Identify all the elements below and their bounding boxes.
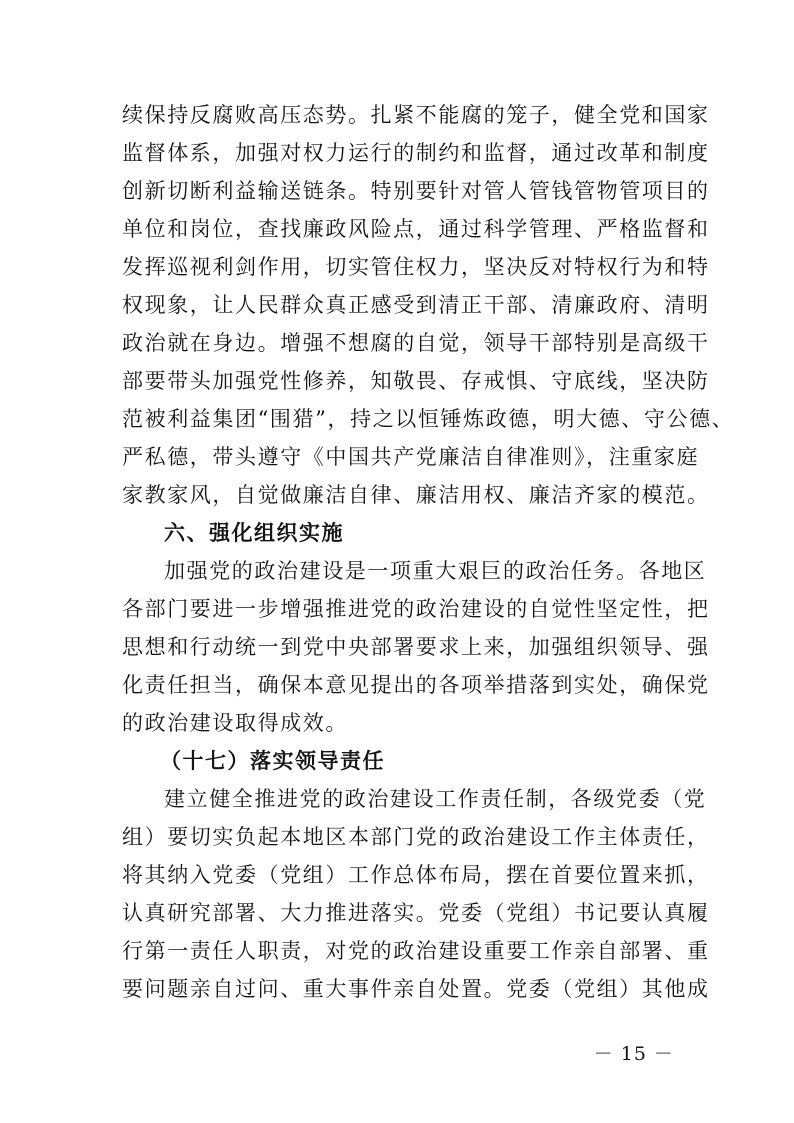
text-line: 要问题亲自过问、重大事件亲自处置。党委（党组）其他成 [122,977,710,1001]
text-line: 认真研究部署、大力推进落实。党委（党组）书记要认真履 [122,901,710,925]
text-line: 范被利益集团“围猎”，持之以恒锤炼政德，明大德、守公德、 [122,407,735,431]
text-line: 单位和岗位，查找廉政风险点，通过科学管理、严格监督和 [122,217,710,241]
text-line: 行第一责任人职责，对党的政治建设重要工作亲自部署、重 [122,939,710,963]
text-line: 发挥巡视利剑作用，切实管住权力，坚决反对特权行为和特 [122,255,710,279]
page-number: － 15 － [593,1043,674,1065]
text-line: 加强党的政治建设是一项重大艰巨的政治任务。各地区 [164,559,707,583]
text-line: 家教家风，自觉做廉洁自律、廉洁用权、廉洁齐家的模范。 [122,483,710,507]
text-line: 的政治建设取得成效。 [122,711,348,735]
text-line: 严私德，带头遵守《中国共产党廉洁自律准则》，注重家庭 [122,445,700,469]
paragraph-anticorruption [122,96,735,514]
text-line: 组）要切实负起本地区本部门党的政治建设工作主体责任， [122,825,710,849]
text-line: 思想和行动统一到党中央部署要求上来，加强组织领导、强 [122,635,710,659]
text-line: 续保持反腐败高压态势。扎紧不能腐的笼子，健全党和国家 [122,103,710,127]
paragraph-responsibility-first-line [164,780,707,818]
text-line: 创新切断利益输送链条。特别要针对管人管钱管物管项目的 [122,179,710,203]
text-line: 权现象，让人民群众真正感受到清正干部、清廉政府、清明 [122,293,710,317]
text-line: 政治就在身边。增强不想腐的自觉，领导干部特别是高级干 [122,331,710,355]
text-line: 化责任担当，确保本意见提出的各项举措落到实处，确保党 [122,673,710,697]
text-line: 部要带头加强党性修养，知敬畏、存戒惧、守底线，坚决防 [122,369,710,393]
section-heading: 六、强化组织实施 [164,521,344,545]
text-line: 将其纳入党委（党组）工作总体布局，摆在首要位置来抓， [122,863,710,887]
text-line: 各部门要进一步增强推进党的政治建设的自觉性坚定性，把 [122,597,710,621]
paragraph-organization [122,590,710,742]
subsection-heading: （十七）落实领导责任 [160,748,385,773]
text-line: 监督体系，加强对权力运行的制约和监督，通过改革和制度 [122,141,710,165]
text-line: 建立健全推进党的政治建设工作责任制，各级党委（党 [164,787,707,811]
paragraph-organization-first-line [164,552,707,590]
paragraph-responsibility [122,818,710,1008]
